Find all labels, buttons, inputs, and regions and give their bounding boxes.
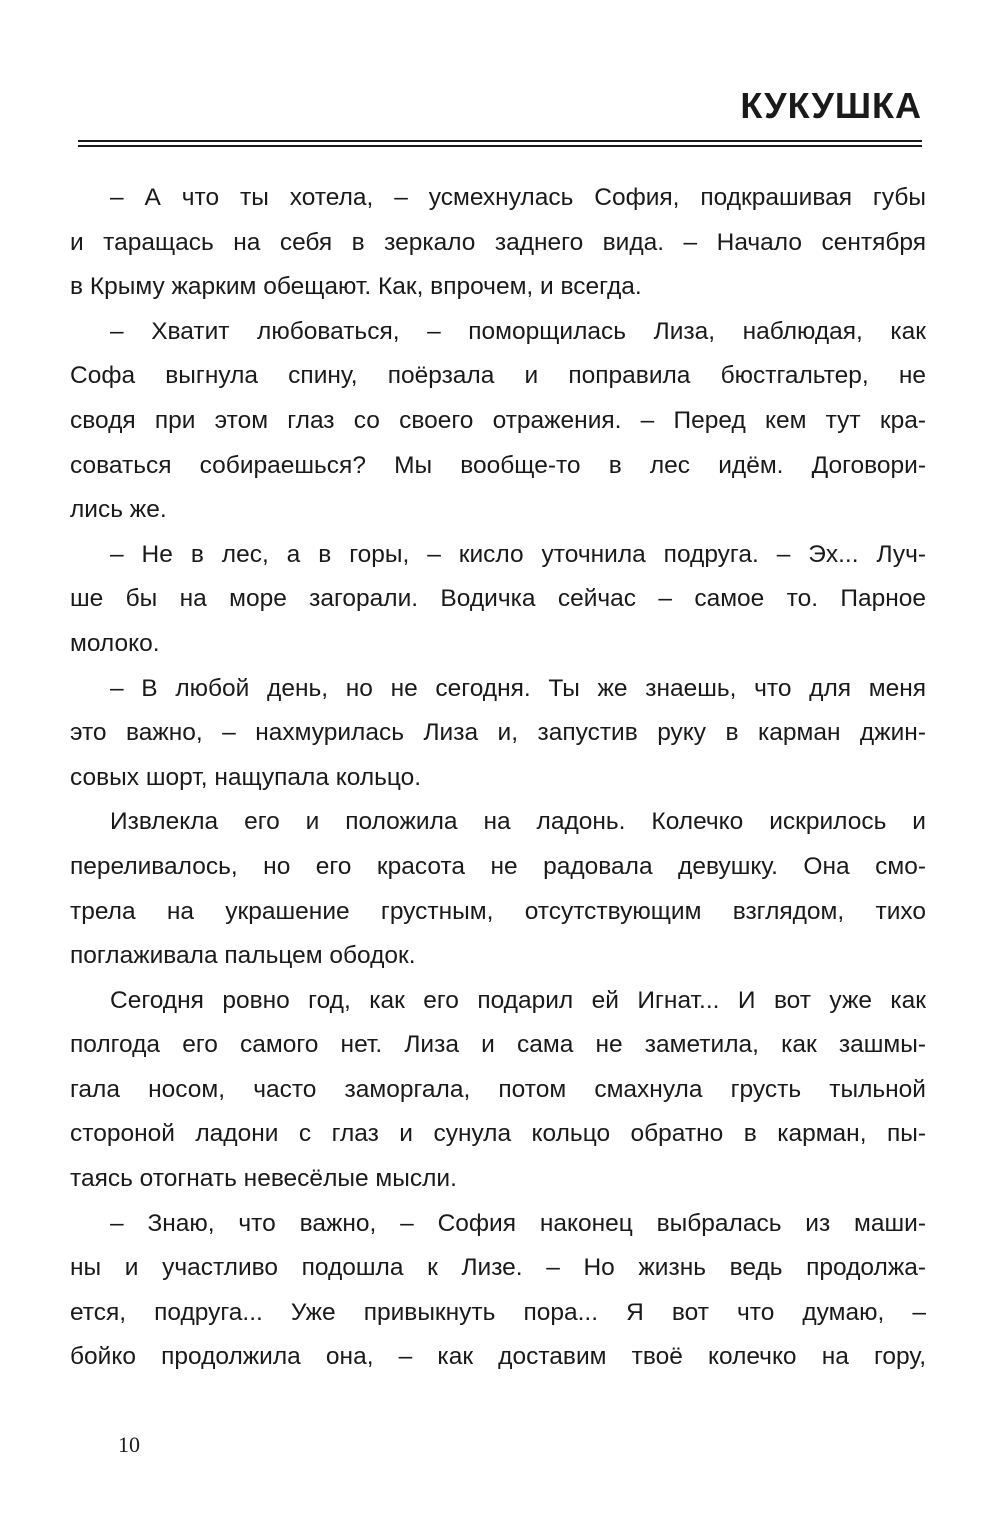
paragraph xyxy=(70,800,926,978)
text-line: переливалось, но его красота не радовала девушку. Она смо- xyxy=(70,852,926,880)
running-title: КУКУШКА xyxy=(740,85,922,126)
text-line: Софа выгнула спину, поёрзала и поправила бюстгальтер, не xyxy=(70,362,926,390)
text-line: лись же. xyxy=(70,496,167,524)
page-number: 10 xyxy=(118,1432,140,1457)
text-line: и таращась на себя в зеркало заднего вида. – Начало сентября xyxy=(70,228,926,256)
body-text xyxy=(70,176,926,1380)
paragraph xyxy=(70,176,926,310)
text-line: – Знаю, что важно, – София наконец выбралась из маши- xyxy=(110,1209,926,1237)
text-line: – Не в лес, а в горы, – кисло уточнила подруга. – Эх... Луч- xyxy=(110,540,926,568)
text-line: ется, подруга... Уже привыкнуть пора... Я вот что думаю, – xyxy=(70,1298,926,1326)
text-line: – Хватит любоваться, – поморщилась Лиза, наблюдая, как xyxy=(110,317,926,345)
text-line: бойко продолжила она, – как доставим твоё колечко на гору, xyxy=(70,1343,926,1371)
text-line: таясь отогнать невесёлые мысли. xyxy=(70,1165,457,1193)
text-line: ны и участливо подошла к Лизе. – Но жизнь ведь продолжа- xyxy=(70,1254,926,1282)
text-line: в Крыму жарким обещают. Как, впрочем, и всегда. xyxy=(70,273,642,301)
text-line: поглаживала пальцем ободок. xyxy=(70,942,416,970)
paragraph xyxy=(70,1202,926,1380)
text-line: полгода его самого нет. Лиза и сама не заметила, как зашмы- xyxy=(70,1031,926,1059)
paragraph xyxy=(70,533,926,667)
text-line: сводя при этом глаз со своего отражения. – Перед кем тут кра- xyxy=(70,406,926,434)
header-divider xyxy=(78,140,922,147)
paragraph xyxy=(70,979,926,1202)
text-line: это важно, – нахмурилась Лиза и, запустив руку в карман джин- xyxy=(70,719,926,747)
text-line: – А что ты хотела, – усмехнулась София, подкрашивая губы xyxy=(110,184,926,211)
text-line: ше бы на море загорали. Водичка сейчас – самое то. Парное xyxy=(70,585,926,613)
paragraph xyxy=(70,667,926,801)
text-line: гала носом, часто заморгала, потом смахнула грусть тыльной xyxy=(70,1075,926,1103)
text-line: Сегодня ровно год, как его подарил ей Игнат... И вот уже как xyxy=(110,986,926,1014)
paragraph xyxy=(70,310,926,533)
text-line: – В любой день, но не сегодня. Ты же знаешь, что для меня xyxy=(110,674,926,702)
text-line: трела на украшение грустным, отсутствующим взглядом, тихо xyxy=(70,897,926,925)
text-line: Извлекла его и положила на ладонь. Колечко искрилось и xyxy=(110,808,926,836)
text-line: совых шорт, нащупала кольцо. xyxy=(70,763,422,791)
text-line: стороной ладони с глаз и сунула кольцо обратно в карман, пы- xyxy=(70,1120,926,1148)
text-line: молоко. xyxy=(70,629,160,657)
text-line: соваться собираешься? Мы вообще-то в лес идём. Договори- xyxy=(70,451,926,479)
